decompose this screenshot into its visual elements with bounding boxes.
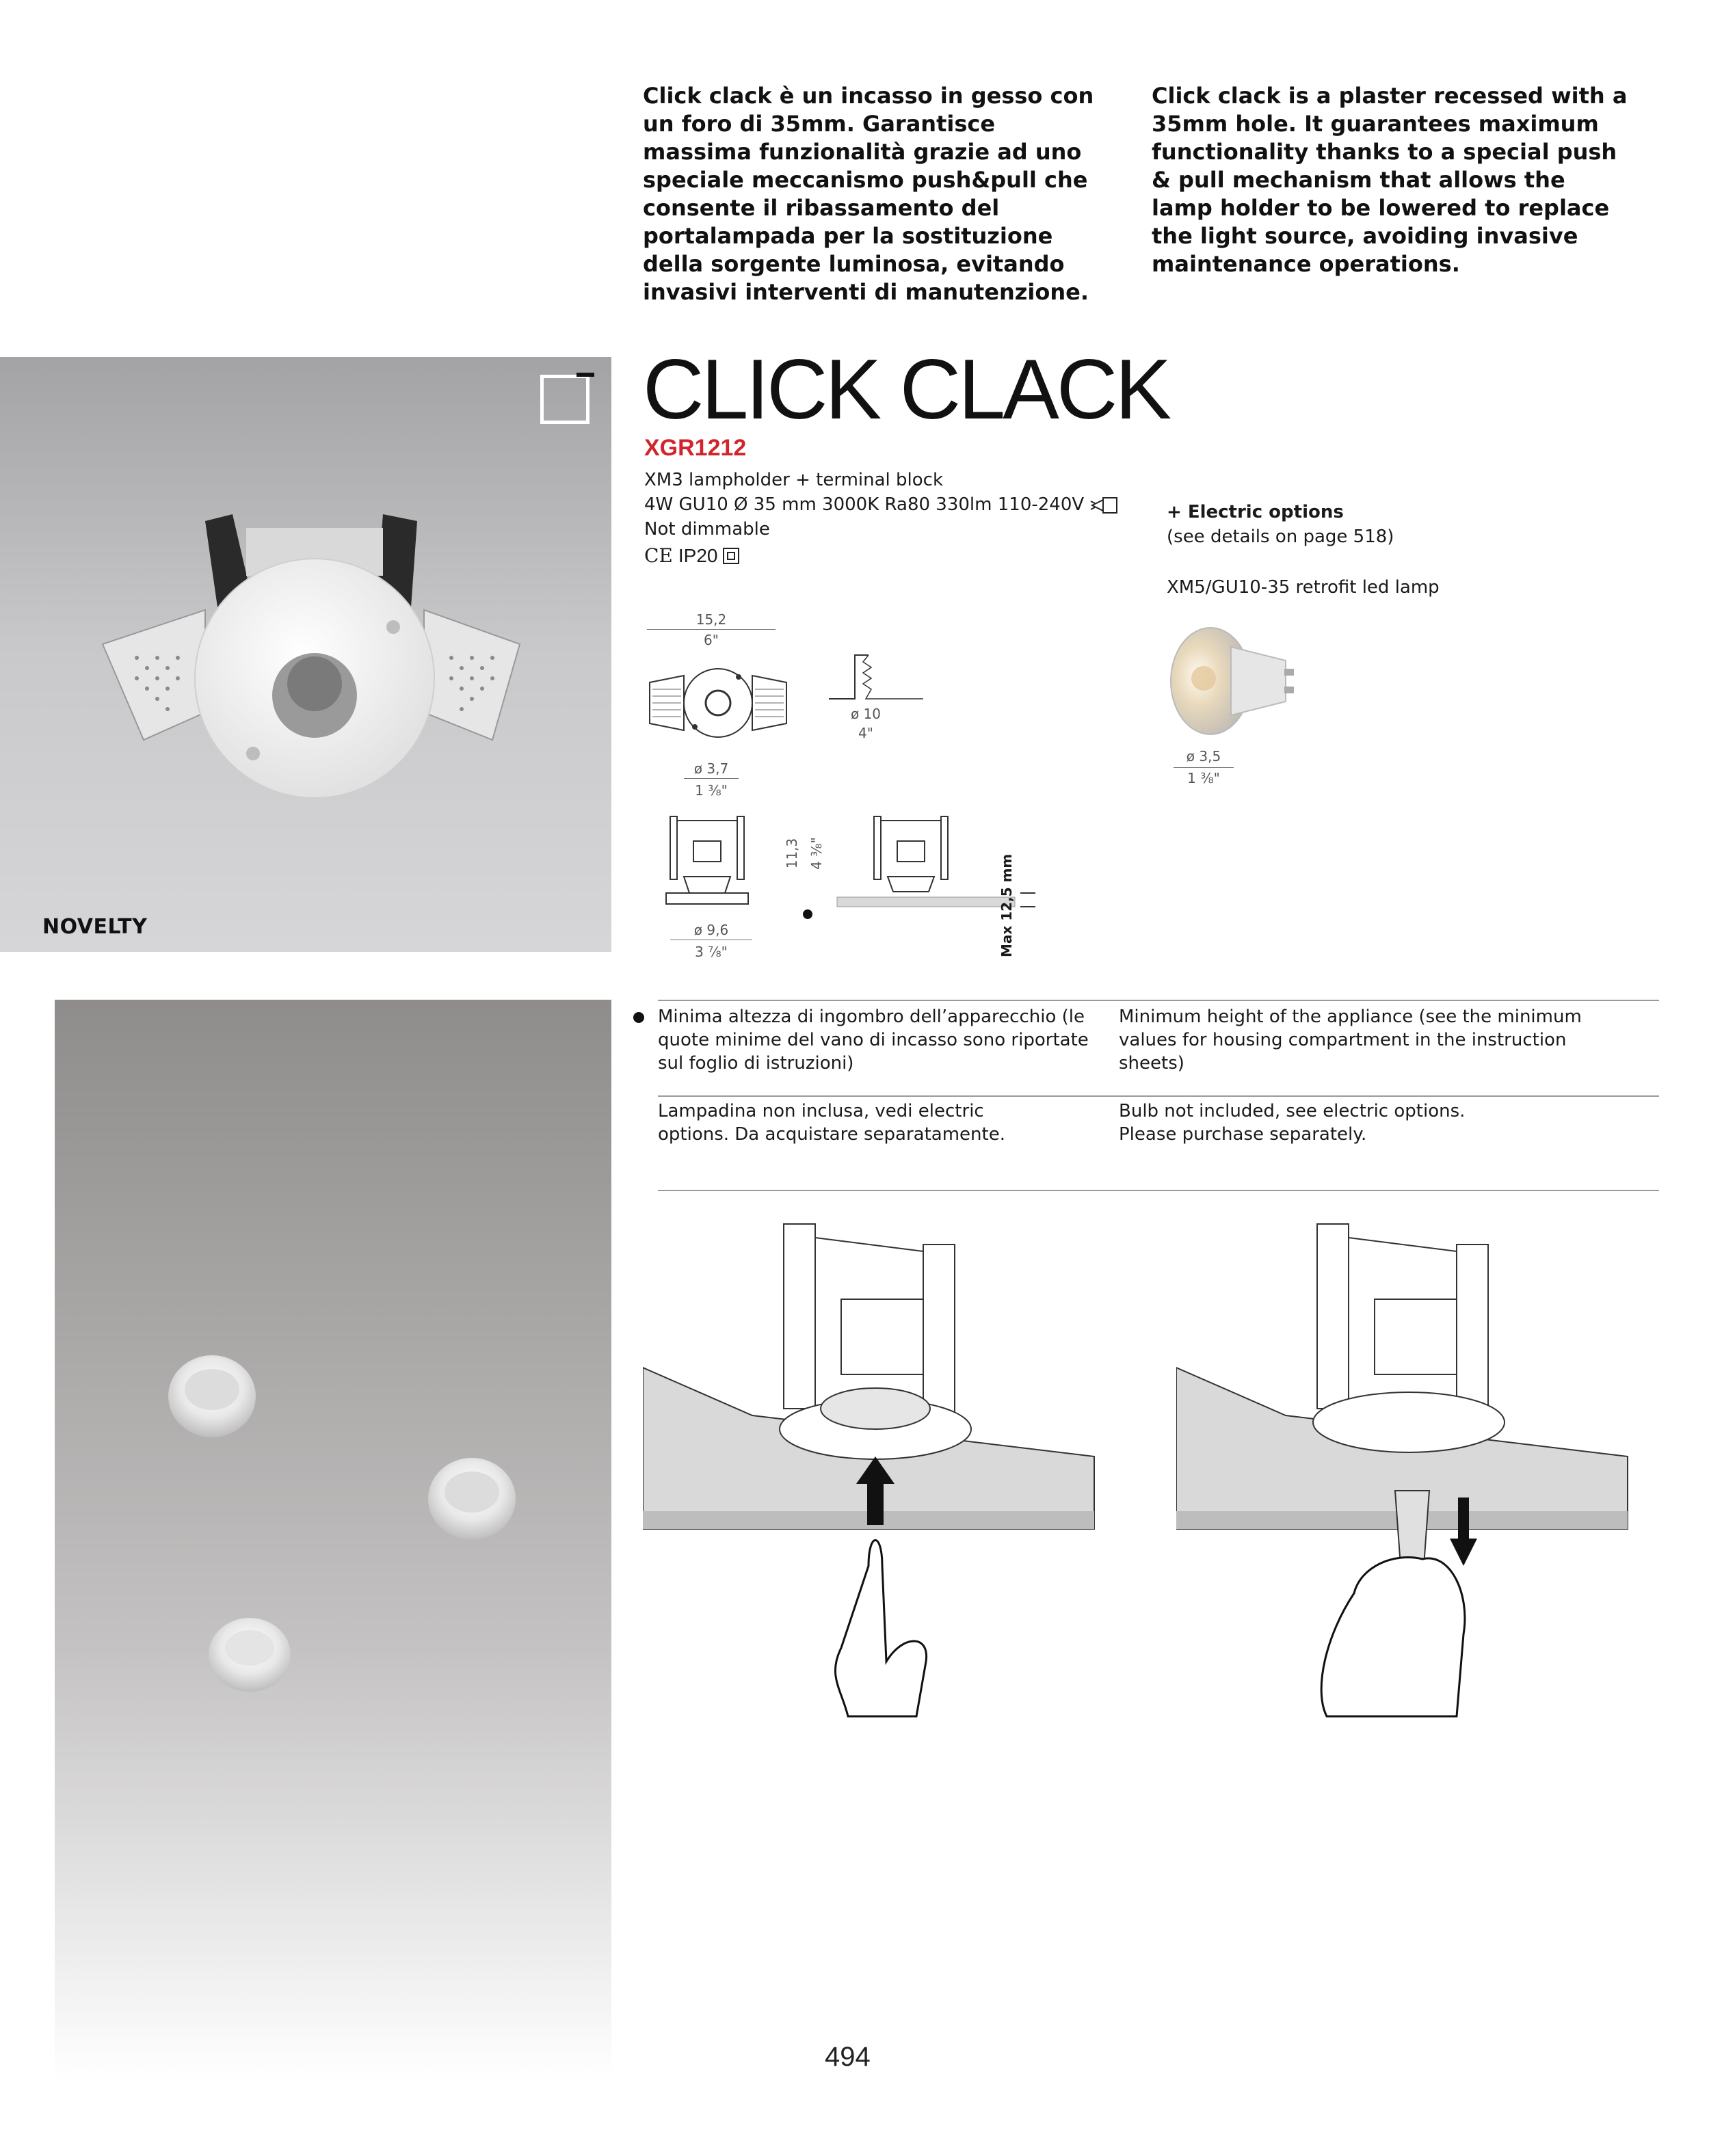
push-installation-diagram <box>643 1210 1108 1730</box>
dim-ceiling-mm: ø 10 <box>850 706 882 722</box>
spec-line-lamp <box>644 492 1120 517</box>
dim-height-in: 4 ⅜" <box>808 837 825 870</box>
lamp-dim-in: 1 ⅜" <box>1187 770 1220 786</box>
max-recess-label: Max 12,5 mm <box>998 853 1015 957</box>
side-view-drawing <box>646 811 769 914</box>
ip-rating: IP20 <box>678 544 718 566</box>
hero-product-photo <box>0 357 611 952</box>
certifications <box>644 544 739 567</box>
electric-options-title: + Electric options <box>1167 502 1344 522</box>
dim-width-mm: 15,2 <box>695 611 727 628</box>
min-height-bullet-marker <box>803 909 812 919</box>
gu10-led-lamp-image <box>1163 620 1320 743</box>
spec-line-dimming: Not dimmable <box>644 519 770 540</box>
note-min-height-en: Minimum height of the appliance (see the minimum values for housing compartment in the instruction sheets) <box>1119 1007 1582 1074</box>
note-min-height-it: Minima altezza di ingombro dell’apparecchio (le quote minime del vano di incasso sono riportate sul foglio di istruzioni) <box>658 1007 1089 1074</box>
spec-line-lampholder: XM3 lampholder + terminal block <box>644 470 944 490</box>
intro-italian: Click clack è un incasso in gesso con un foro di 35mm. Garantisce massima funzionalità grazie ad uno speciale meccanismo push&pull che consente il ribassamento del portalampada per la sostituzione della sorgente luminosa, evitando invasivi interventi di manutenzione. <box>643 83 1094 305</box>
novelty-badge: NOVELTY <box>42 915 148 939</box>
dim-hole-line <box>684 778 739 779</box>
dim-width-in: 6" <box>704 632 719 648</box>
top-view-drawing <box>643 662 793 744</box>
pull-lamp-replacement-diagram <box>1176 1210 1641 1730</box>
dim-height-mm: 11,3 <box>784 838 800 869</box>
dim-flange-mm: ø 9,6 <box>693 922 729 938</box>
note-bullet <box>633 1012 644 1023</box>
spec-lamp-text: 4W GU10 Ø 35 mm 3000K Ra80 330lm 110-240V <box>644 494 1085 515</box>
dim-hole-in: 1 ⅜" <box>695 782 728 799</box>
notes-middle-rule <box>658 1095 1659 1097</box>
class-ii-insulation-icon <box>1089 496 1120 514</box>
dim-flange-in: 3 ⅞" <box>695 944 728 960</box>
ce-mark: CE <box>644 544 673 567</box>
lamp-dim-mm: ø 3,5 <box>1186 748 1221 764</box>
page-number: 494 <box>825 2042 871 2072</box>
dim-width-line <box>647 629 776 630</box>
product-code: XGR1212 <box>644 435 747 461</box>
intro-english: Click clack is a plaster recessed with a 35mm hole. It guarantees maximum functionality thanks to a special push & pull mechanism that allows the lamp holder to be lowered to replace the light source, avoiding invasive maintenance operations. <box>1152 83 1628 277</box>
notes-bottom-rule <box>658 1190 1659 1191</box>
notes-top-rule <box>658 1000 1659 1001</box>
electric-options-subtitle: (see details on page 518) <box>1167 527 1394 547</box>
electric-options-lamp-name: XM5/GU10-35 retrofit led lamp <box>1167 577 1440 598</box>
dim-hole-mm: ø 3,7 <box>693 760 729 777</box>
plaster-recessed-icon <box>540 375 589 424</box>
lamp-dim-line <box>1174 767 1234 768</box>
product-title: CLICK CLACK <box>643 343 1169 437</box>
dim-ceiling-in: 4" <box>858 725 873 741</box>
ceiling-installation-photo <box>55 1000 611 2081</box>
ceiling-section-drawing <box>827 648 930 710</box>
note-bulb-en: Bulb not included, see electric options. Please purchase separately. <box>1119 1101 1466 1145</box>
note-bulb-it: Lampadina non inclusa, vedi electric options. Da acquistare separatamente. <box>658 1101 1005 1145</box>
double-insulation-icon <box>723 548 739 564</box>
